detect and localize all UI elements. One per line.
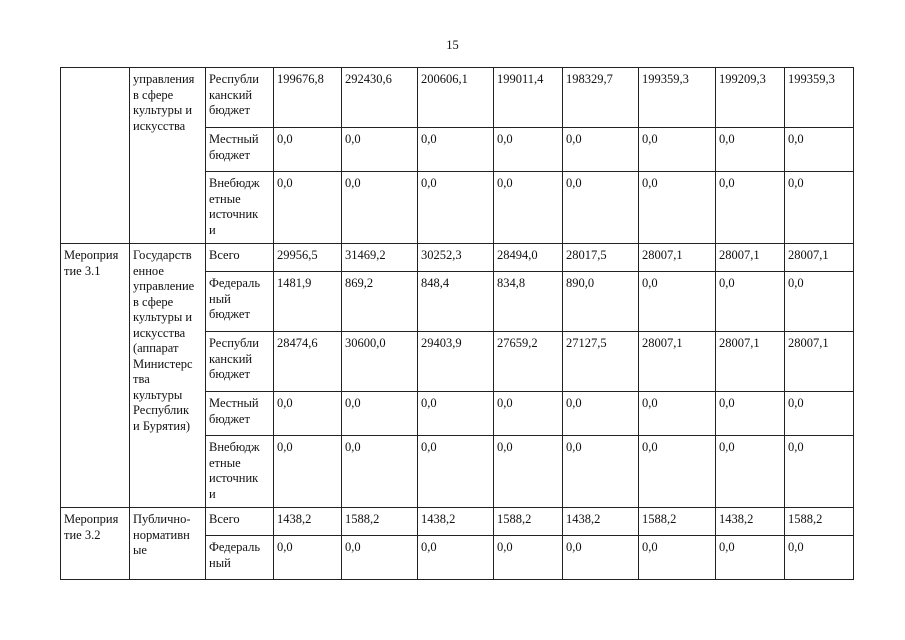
value-cell: 1588,2 [785, 508, 854, 536]
name-cell-line: нормативн [133, 527, 190, 542]
source-cell [206, 244, 274, 272]
value-cell: 0,0 [274, 128, 342, 172]
source-cell-line: бюджет [209, 367, 250, 381]
measure-cell [61, 508, 130, 580]
source-cell-line: ный [209, 555, 231, 570]
value-cell: 199676,8 [274, 68, 342, 128]
source-cell [206, 436, 274, 508]
value-cell: 28007,1 [639, 332, 716, 392]
value-cell: 0,0 [563, 436, 639, 508]
source-cell-line: и [209, 222, 216, 237]
value-cell: 1438,2 [563, 508, 639, 536]
value-cell: 0,0 [342, 536, 418, 580]
measure-cell [61, 68, 130, 244]
measure-cell-line: Мероприя [64, 512, 119, 526]
value-cell: 0,0 [342, 436, 418, 508]
page-number: 15 [446, 38, 459, 52]
value-cell: 0,0 [418, 172, 494, 244]
source-cell [206, 128, 274, 172]
source-cell-line: источник [209, 207, 259, 221]
value-cell: 0,0 [785, 128, 854, 172]
value-cell: 0,0 [563, 128, 639, 172]
name-cell-line: культуры и [133, 310, 193, 324]
value-cell: 0,0 [639, 392, 716, 436]
source-cell-line: Внебюдж [209, 176, 260, 190]
value-cell: 0,0 [785, 536, 854, 580]
source-cell-line: Республи [209, 72, 259, 86]
value-cell: 0,0 [785, 436, 854, 508]
value-cell: 29956,5 [274, 244, 342, 272]
value-cell: 0,0 [342, 392, 418, 436]
table-row [61, 244, 854, 272]
source-cell-line: ный [209, 291, 231, 306]
name-cell-line: тва [133, 372, 150, 386]
value-cell: 0,0 [716, 272, 785, 332]
value-cell: 0,0 [418, 436, 494, 508]
source-cell-line: Местный [209, 396, 259, 410]
value-cell: 28007,1 [716, 244, 785, 272]
name-cell [130, 244, 206, 508]
value-cell: 0,0 [494, 536, 563, 580]
value-cell: 0,0 [418, 536, 494, 580]
source-cell-line: бюджет [209, 147, 250, 162]
value-cell: 28007,1 [639, 244, 716, 272]
source-cell-line: Внебюдж [209, 440, 260, 454]
value-cell: 200606,1 [418, 68, 494, 128]
value-cell: 890,0 [563, 272, 639, 332]
value-cell: 1438,2 [274, 508, 342, 536]
source-cell [206, 508, 274, 536]
source-cell [206, 272, 274, 332]
source-cell [206, 392, 274, 436]
value-cell: 29403,9 [418, 332, 494, 392]
value-cell: 0,0 [639, 128, 716, 172]
value-cell: 28494,0 [494, 244, 563, 272]
value-cell: 1481,9 [274, 272, 342, 332]
measure-cell-line: тие 3.2 [64, 527, 101, 542]
name-cell-line: (аппарат [133, 341, 179, 355]
table-row [61, 68, 854, 128]
value-cell: 1438,2 [418, 508, 494, 536]
value-cell: 199209,3 [716, 68, 785, 128]
value-cell: 0,0 [274, 436, 342, 508]
value-cell: 0,0 [494, 128, 563, 172]
table-row [61, 508, 854, 536]
value-cell: 28474,6 [274, 332, 342, 392]
name-cell-line: Государств [133, 248, 192, 262]
value-cell: 0,0 [418, 392, 494, 436]
value-cell: 0,0 [563, 392, 639, 436]
measure-cell [61, 244, 130, 508]
value-cell: 848,4 [418, 272, 494, 332]
source-cell [206, 536, 274, 580]
source-cell [206, 172, 274, 244]
value-cell: 28007,1 [785, 332, 854, 392]
value-cell: 0,0 [342, 128, 418, 172]
source-cell [206, 332, 274, 392]
value-cell: 0,0 [563, 536, 639, 580]
value-cell: 0,0 [418, 128, 494, 172]
source-cell-line: Федераль [209, 276, 261, 290]
source-cell-line: Местный [209, 132, 259, 146]
name-cell-line: ые [133, 543, 147, 557]
measure-cell-line: Мероприя [64, 248, 119, 262]
name-cell-line: Республик [133, 403, 190, 417]
value-cell: 0,0 [494, 436, 563, 508]
name-cell-line: искусства [133, 118, 186, 133]
source-cell-line: етные [209, 455, 241, 470]
name-cell [130, 508, 206, 580]
source-cell-line: етные [209, 191, 241, 206]
value-cell: 0,0 [785, 172, 854, 244]
value-cell: 0,0 [274, 172, 342, 244]
name-cell-line: управление [133, 279, 195, 293]
value-cell: 30252,3 [418, 244, 494, 272]
value-cell: 0,0 [639, 172, 716, 244]
value-cell: 1588,2 [639, 508, 716, 536]
value-cell: 27127,5 [563, 332, 639, 392]
value-cell: 27659,2 [494, 332, 563, 392]
value-cell: 0,0 [274, 536, 342, 580]
value-cell: 292430,6 [342, 68, 418, 128]
value-cell: 0,0 [274, 392, 342, 436]
name-cell-line: культуры и [133, 103, 193, 117]
name-cell-line: и Бурятия) [133, 418, 190, 433]
source-cell-line: Всего [209, 512, 240, 526]
value-cell: 0,0 [563, 172, 639, 244]
value-cell: 198329,7 [563, 68, 639, 128]
value-cell: 0,0 [716, 172, 785, 244]
name-cell-line: Министерс [133, 356, 193, 371]
source-cell-line: канский [209, 87, 253, 102]
name-cell-line: енное [133, 263, 164, 278]
name-cell-line: культуры [133, 387, 183, 402]
value-cell: 0,0 [785, 272, 854, 332]
value-cell: 0,0 [639, 536, 716, 580]
value-cell: 31469,2 [342, 244, 418, 272]
value-cell: 0,0 [494, 172, 563, 244]
value-cell: 0,0 [716, 392, 785, 436]
source-cell [206, 68, 274, 128]
name-cell-line: Публично- [133, 512, 191, 526]
value-cell: 1588,2 [342, 508, 418, 536]
source-cell-line: бюджет [209, 103, 250, 117]
name-cell-line: искусства [133, 325, 186, 340]
value-cell: 199359,3 [639, 68, 716, 128]
source-cell-line: бюджет [209, 411, 250, 426]
source-cell-line: канский [209, 351, 253, 366]
value-cell: 0,0 [639, 272, 716, 332]
value-cell: 0,0 [785, 392, 854, 436]
value-cell: 1438,2 [716, 508, 785, 536]
value-cell: 834,8 [494, 272, 563, 332]
value-cell: 0,0 [716, 536, 785, 580]
value-cell: 0,0 [494, 392, 563, 436]
value-cell: 0,0 [716, 128, 785, 172]
value-cell: 199359,3 [785, 68, 854, 128]
budget-table [60, 67, 854, 580]
source-cell-line: и [209, 486, 216, 501]
measure-cell-line: тие 3.1 [64, 263, 101, 278]
value-cell: 0,0 [716, 436, 785, 508]
source-cell-line: источник [209, 471, 259, 485]
value-cell: 869,2 [342, 272, 418, 332]
value-cell: 28007,1 [785, 244, 854, 272]
value-cell: 199011,4 [494, 68, 563, 128]
value-cell: 28007,1 [716, 332, 785, 392]
name-cell-line: в сфере [133, 87, 174, 102]
source-cell-line: Республи [209, 336, 259, 350]
source-cell-line: Всего [209, 248, 240, 262]
source-cell-line: Федераль [209, 540, 261, 554]
value-cell: 30600,0 [342, 332, 418, 392]
value-cell: 0,0 [342, 172, 418, 244]
value-cell: 0,0 [639, 436, 716, 508]
value-cell: 28017,5 [563, 244, 639, 272]
source-cell-line: бюджет [209, 307, 250, 321]
name-cell-line: управления [133, 72, 195, 86]
value-cell: 1588,2 [494, 508, 563, 536]
name-cell-line: в сфере [133, 294, 174, 309]
name-cell [130, 68, 206, 244]
